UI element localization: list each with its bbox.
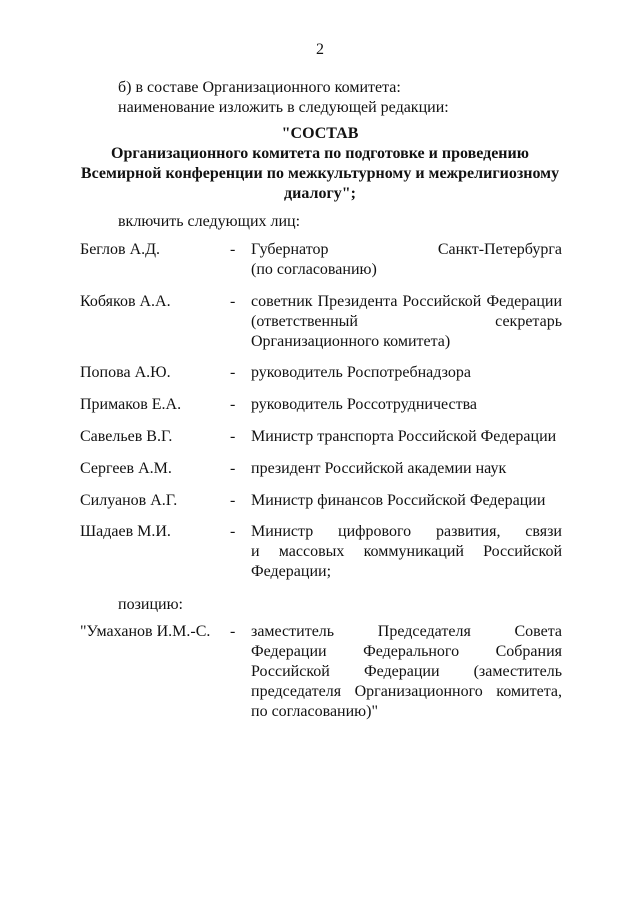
position-entry-dash: - — [230, 623, 236, 640]
member-dash: - — [230, 428, 236, 445]
member-name: Силуанов А.Г. — [80, 492, 178, 509]
member-role-line: (ответственный секретарь — [251, 313, 562, 330]
member-role — [251, 491, 562, 511]
member-name: Савельев В.Г. — [80, 428, 173, 445]
member-dash: - — [230, 523, 236, 540]
position-entry-role-line: Федерации Федерального Собрания — [251, 643, 562, 660]
member-role — [251, 292, 562, 352]
page-number: 2 — [316, 41, 324, 58]
member-role — [251, 522, 562, 582]
include-label: включить следующих лиц: — [118, 213, 301, 230]
member-role — [251, 459, 562, 479]
member-role-line: Министр цифрового развития, связи — [251, 523, 562, 540]
heading-line-1: "СОСТАВ — [281, 125, 359, 142]
heading-line-2: Организационного комитета по подготовке и проведению — [111, 145, 529, 162]
member-name: Сергеев А.М. — [80, 460, 172, 477]
position-entry-role-line: Российской Федерации (заместитель — [251, 663, 562, 680]
member-role-line: Федерации; — [251, 563, 332, 580]
member-dash: - — [230, 293, 236, 310]
member-role-line: советник Президента Российской Федерации — [251, 293, 562, 310]
member-role-line: Министр финансов Российской Федерации — [251, 492, 546, 509]
member-dash: - — [230, 241, 236, 258]
member-name: Попова А.Ю. — [80, 364, 171, 381]
member-dash: - — [230, 492, 236, 509]
member-dash: - — [230, 460, 236, 477]
member-role-line: Организационного комитета) — [251, 333, 451, 350]
member-role-line: руководитель Роспотребнадзора — [251, 364, 471, 381]
intro-line-2: наименование изложить в следующей редакции: — [118, 99, 449, 116]
composition-heading — [80, 124, 560, 204]
position-entry-role-line: председателя Организационного комитета, — [251, 683, 562, 700]
position-entry-role-line: по согласованию)" — [251, 703, 378, 720]
position-entry-name: "Умаханов И.М.-С. — [80, 623, 211, 640]
member-name: Кобяков А.А. — [80, 293, 171, 310]
intro-line-1: б) в составе Организационного комитета: — [118, 79, 401, 96]
member-role-line: руководитель Россотрудничества — [251, 396, 478, 413]
member-dash: - — [230, 364, 236, 381]
member-role — [251, 427, 562, 447]
heading-line-3: Всемирной конференции по межкультурному и межрелигиозному — [80, 165, 560, 182]
member-role-line: президент Российской академии наук — [251, 460, 507, 477]
member-role — [251, 363, 562, 383]
member-role-line: Губернатор Санкт-Петербурга — [251, 241, 562, 258]
member-name: Примаков Е.А. — [80, 396, 182, 413]
member-dash: - — [230, 396, 236, 413]
position-entry-role-line: заместитель Председателя Совета — [251, 623, 562, 640]
member-role — [251, 395, 562, 415]
heading-line-4: диалогу"; — [284, 185, 356, 202]
member-role-line: и массовых коммуникаций Российской — [251, 543, 562, 560]
member-role-line: Министр транспорта Российской Федерации — [251, 428, 557, 445]
member-name: Беглов А.Д. — [80, 241, 161, 258]
member-role-line: (по согласованию) — [251, 261, 377, 278]
member-name: Шадаев М.И. — [80, 523, 171, 540]
position-label: позицию: — [118, 596, 183, 613]
position-entry-role — [251, 622, 562, 722]
member-role — [251, 240, 562, 280]
